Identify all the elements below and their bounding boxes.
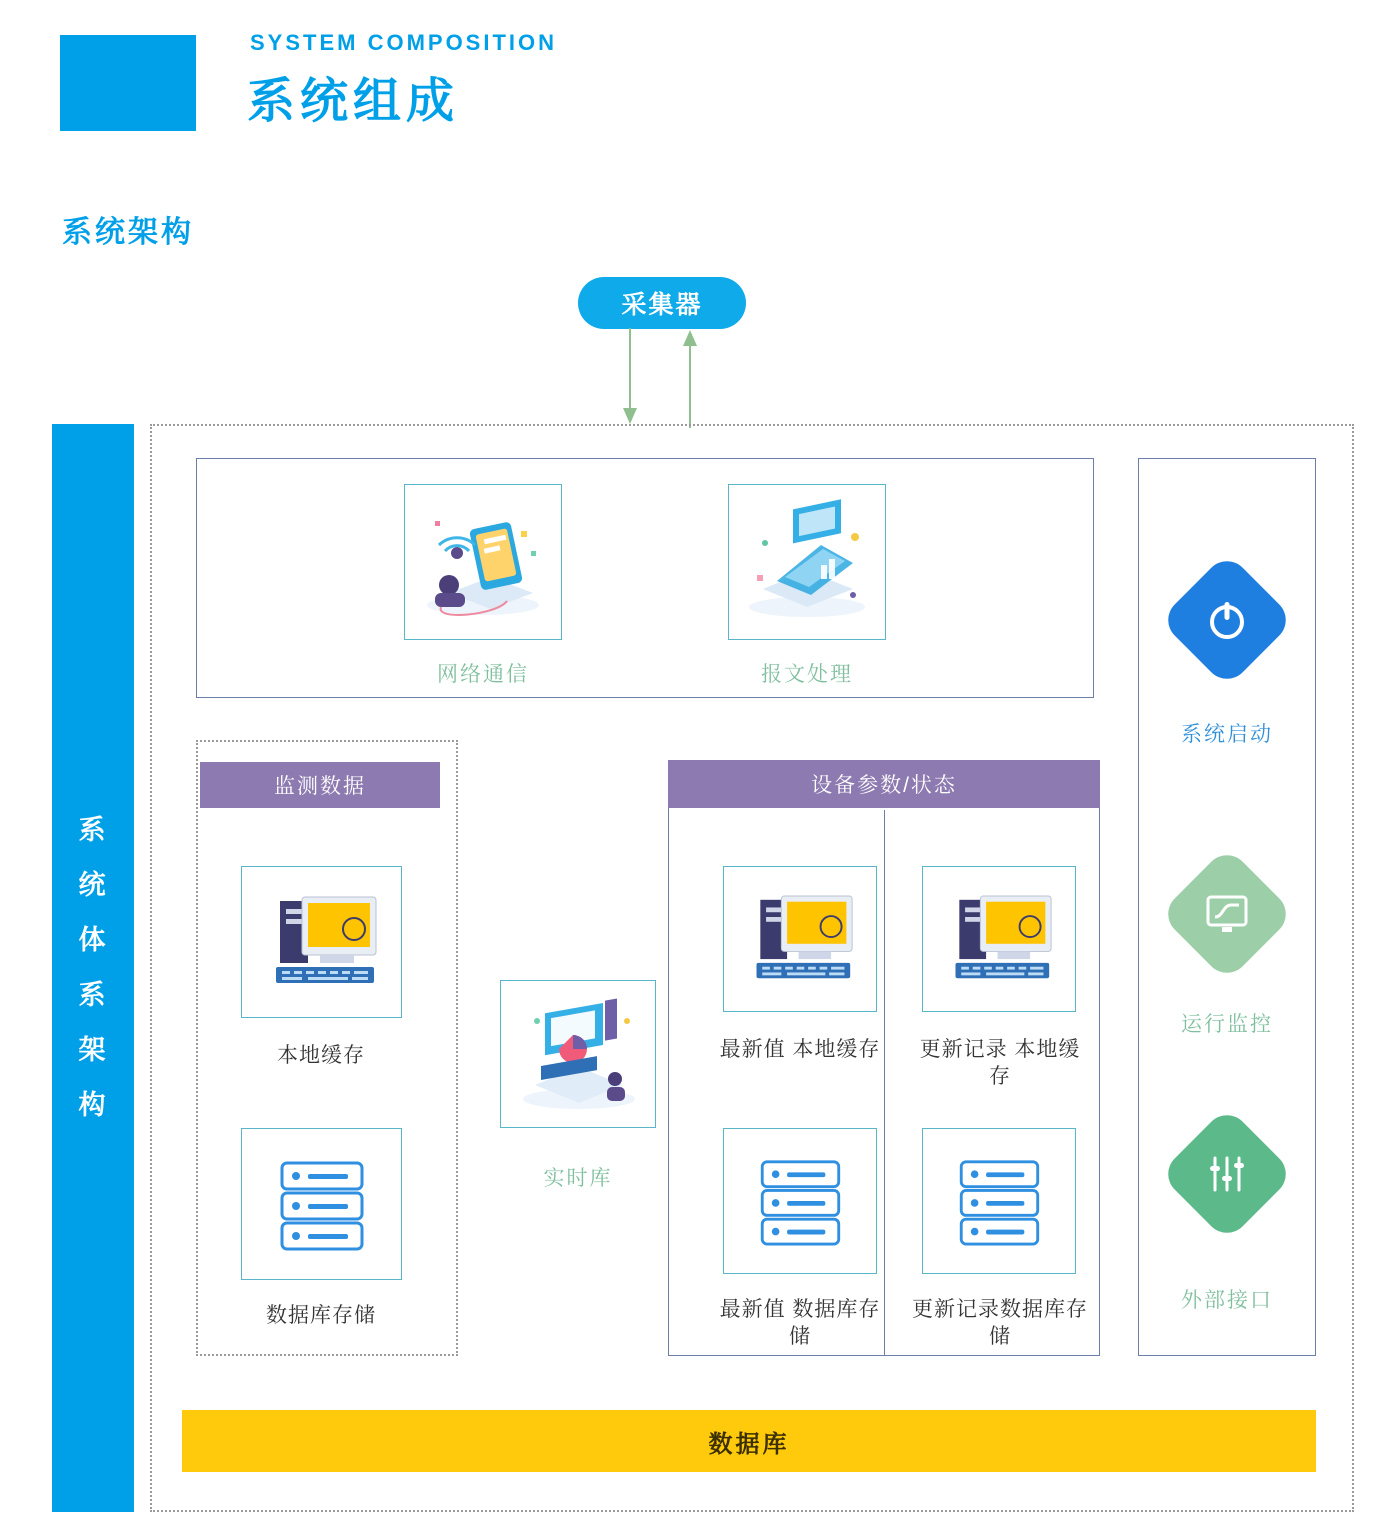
monitor-icon [1201,889,1253,939]
device-group-divider [884,810,885,1355]
device-parameter-header [668,760,1100,808]
collector-arrows [590,328,730,428]
network-communication-card [404,484,562,640]
database-stack-icon [242,1129,401,1279]
latest-db-storage-card [723,1128,877,1274]
update-local-cache-card [922,866,1076,1012]
collector-label: 采集器 [621,291,703,319]
realtime-db-card [500,980,656,1128]
database-stack-icon [724,1129,876,1273]
monitoring-db-storage-card [241,1128,402,1280]
monitoring-local-cache-caption: 本地缓存 [277,1044,365,1067]
page-header [0,0,1394,160]
message-processing-card [728,484,886,640]
database-stack-icon [923,1129,1075,1273]
communication-layer-box [196,458,1094,698]
network-communication-caption: 网络通信 [437,663,529,686]
desktop-computer-icon [923,867,1075,1011]
device-parameter-header-label: 设备参数/状态 [811,774,957,797]
database-bar [182,1410,1316,1472]
external-interface-badge [1159,1106,1295,1242]
monitoring-data-header [200,762,440,808]
operation-monitoring-badge [1159,846,1295,982]
desktop-computer-icon [242,867,401,1017]
collector-node [578,277,746,329]
section-heading: 系统架构 [62,216,194,249]
message-processing-caption: 报文处理 [761,663,853,686]
side-label-char-2: 体 [78,925,108,955]
update-local-cache-caption: 更新记录 本地缓存 [919,1038,1081,1089]
architecture-side-label [52,424,134,1512]
side-label-char-0: 系 [78,815,108,845]
dashboard-analytics-illustration [501,981,655,1127]
page-title: 系统组成 [247,75,460,128]
side-label-char-3: 系 [78,980,108,1010]
external-interface-caption: 外部接口 [1181,1289,1273,1312]
update-db-storage-card [922,1128,1076,1274]
system-startup-badge [1159,552,1295,688]
system-startup-caption: 系统启动 [1181,723,1273,746]
sliders-icon [1203,1150,1251,1198]
side-label-char-4: 架 [78,1035,108,1065]
monitoring-local-cache-card [241,866,402,1018]
power-icon [1204,597,1250,643]
monitoring-db-storage-caption: 数据库存储 [266,1304,376,1327]
latest-local-cache-card [723,866,877,1012]
side-label-char-5: 构 [78,1090,108,1120]
latest-local-cache-caption: 最新值 本地缓存 [719,1038,881,1061]
monitoring-data-header-label: 监测数据 [274,775,366,798]
header-eyebrow: SYSTEM COMPOSITION [250,30,558,55]
wifi-mobile-illustration [405,485,561,639]
operation-monitoring-caption: 运行监控 [1181,1013,1273,1036]
header-accent-square [60,35,196,131]
realtime-db-caption: 实时库 [543,1167,613,1190]
latest-db-storage-caption: 最新值 数据库存储 [719,1298,881,1349]
laptop-chart-illustration [729,485,885,639]
update-db-storage-caption: 更新记录数据库存 储 [912,1298,1088,1349]
desktop-computer-icon [724,867,876,1011]
side-label-char-1: 统 [78,870,108,900]
database-bar-label: 数据库 [708,1430,790,1458]
